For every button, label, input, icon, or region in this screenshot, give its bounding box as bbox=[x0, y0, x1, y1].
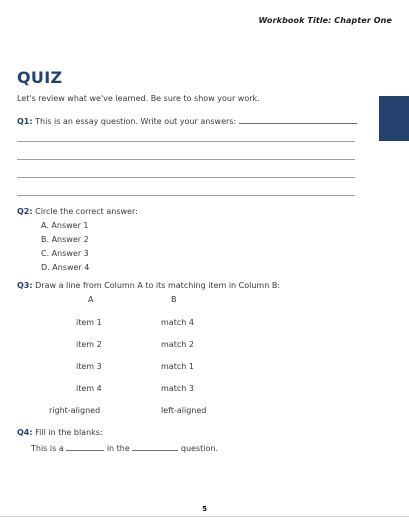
workbook-title: Workbook Title: Chapter One bbox=[258, 16, 392, 25]
intro-text: Let's review what we've learned. Be sure to show your work. bbox=[17, 94, 260, 103]
column-a-item[interactable]: item 3 bbox=[76, 362, 102, 371]
question-4-number: Q4: bbox=[17, 428, 33, 437]
page-number: 5 bbox=[202, 505, 207, 513]
question-2 bbox=[17, 207, 138, 216]
column-a-item[interactable]: item 1 bbox=[76, 318, 102, 327]
column-b-item[interactable]: match 2 bbox=[161, 340, 194, 349]
question-3-number: Q3: bbox=[17, 281, 33, 290]
question-1-text: This is an essay question. Write out your answers: bbox=[35, 117, 237, 126]
option-c[interactable]: C. Answer 3 bbox=[41, 249, 89, 258]
sentence-part-2: in the bbox=[106, 444, 130, 453]
option-a[interactable]: A. Answer 1 bbox=[41, 221, 89, 230]
sentence-part-3: question. bbox=[180, 444, 218, 453]
fill-blank[interactable] bbox=[132, 443, 178, 451]
question-4-text: Fill in the blanks: bbox=[35, 428, 103, 437]
question-4 bbox=[17, 428, 103, 437]
column-a-item[interactable]: item 2 bbox=[76, 340, 102, 349]
question-1 bbox=[17, 116, 357, 126]
page-title: QUIZ bbox=[17, 68, 63, 87]
question-3-text: Draw a line from Column A to its matching item in Column B: bbox=[35, 281, 281, 290]
column-a-header: A bbox=[88, 295, 94, 304]
column-b-header: B bbox=[171, 295, 177, 304]
chapter-side-tab bbox=[379, 96, 409, 141]
question-2-text: Circle the correct answer: bbox=[35, 207, 138, 216]
option-b[interactable]: B. Answer 2 bbox=[41, 235, 89, 244]
column-a-item[interactable]: right-aligned bbox=[49, 406, 101, 415]
answer-line[interactable] bbox=[17, 159, 355, 160]
option-d[interactable]: D. Answer 4 bbox=[41, 263, 90, 272]
column-b-item[interactable]: match 1 bbox=[161, 362, 194, 371]
column-b-item[interactable]: match 3 bbox=[161, 384, 194, 393]
column-a-item[interactable]: item 4 bbox=[76, 384, 102, 393]
question-1-number: Q1: bbox=[17, 117, 33, 126]
sentence-part-1: This is a bbox=[31, 444, 64, 453]
fill-in-sentence bbox=[31, 443, 218, 453]
fill-blank[interactable] bbox=[66, 443, 104, 451]
answer-blank[interactable] bbox=[239, 116, 357, 124]
question-3 bbox=[17, 281, 280, 290]
answer-line[interactable] bbox=[17, 195, 355, 196]
column-b-item[interactable]: left-aligned bbox=[161, 406, 207, 415]
column-b-item[interactable]: match 4 bbox=[161, 318, 194, 327]
answer-line[interactable] bbox=[17, 177, 355, 178]
footer-divider bbox=[0, 516, 409, 517]
answer-line[interactable] bbox=[17, 141, 355, 142]
question-2-number: Q2: bbox=[17, 207, 33, 216]
